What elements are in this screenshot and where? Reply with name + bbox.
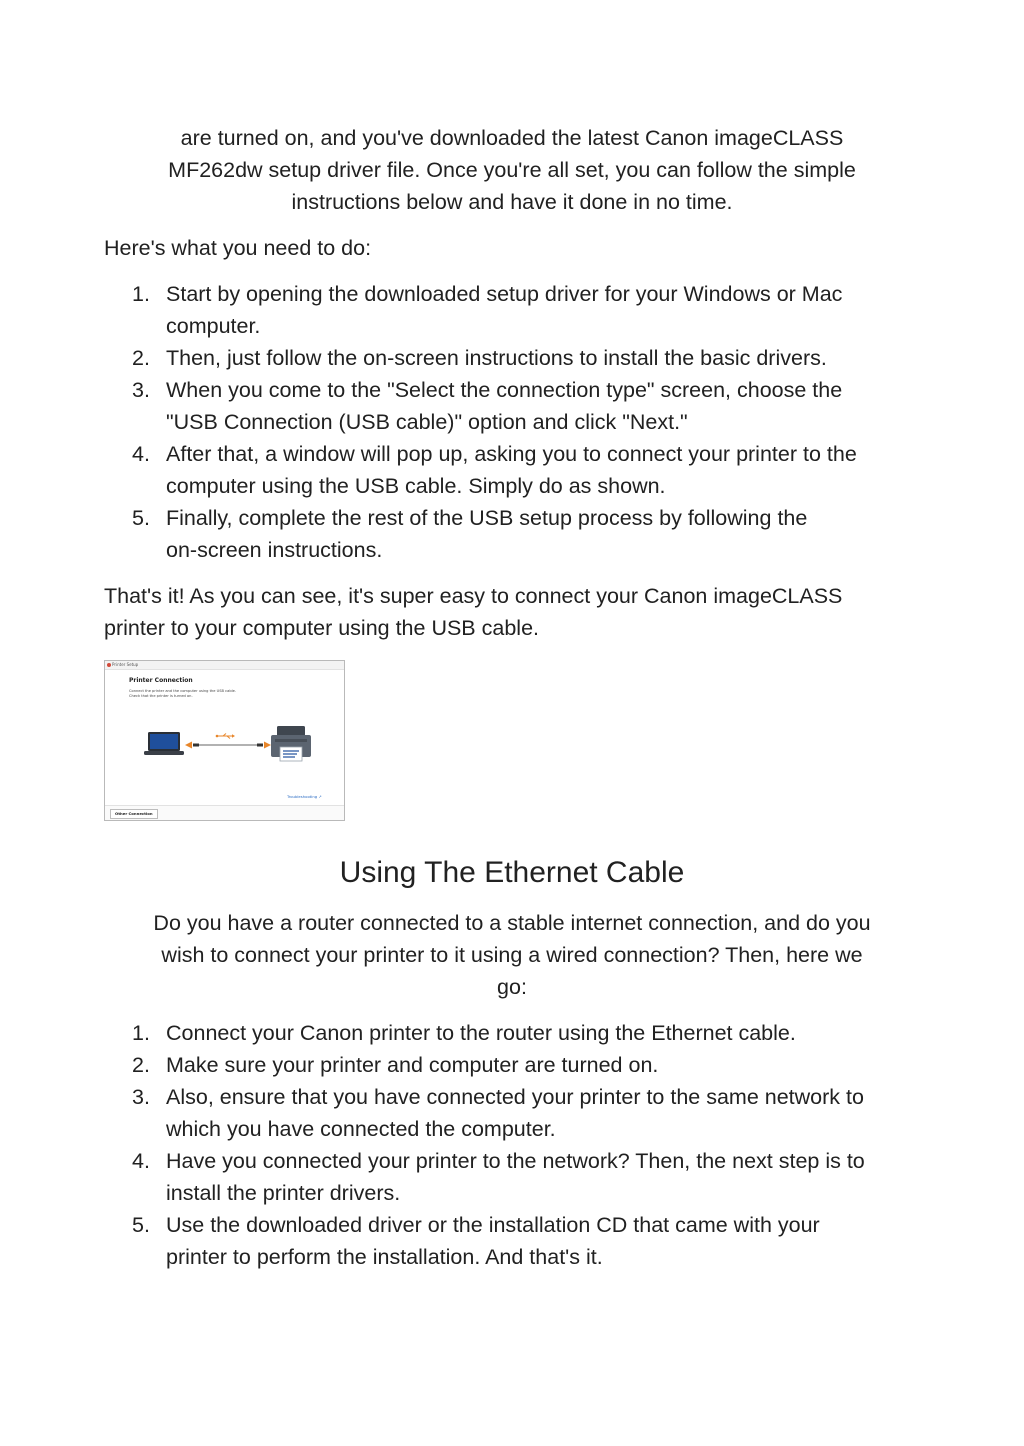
screenshot-window-title: Printer Setup [112, 662, 139, 667]
step-text: Finally, complete the rest of the USB setup process by following the [166, 506, 808, 530]
step-number: 3. [132, 1085, 150, 1109]
intro-line: are turned on, and you've downloaded the latest Canon imageCLASS [180, 126, 844, 150]
step-number: 3. [132, 378, 150, 402]
step-number: 4. [132, 1149, 150, 1173]
other-connection-button[interactable]: Other Connection [110, 809, 158, 819]
outro-line: That's it! As you can see, it's super easy to connect your Canon imageCLASS [104, 584, 843, 608]
step-text: Have you connected your printer to the network? Then, the next step is to [166, 1149, 865, 1173]
ethernet-steps-list [104, 1017, 920, 1273]
list-item [104, 1145, 920, 1209]
screenshot-description [129, 689, 289, 699]
step-text: Start by opening the downloaded setup driver for your Windows or Mac [166, 282, 843, 306]
step-number: 5. [132, 1213, 150, 1237]
step-text: printer to perform the installation. And that's it. [166, 1245, 603, 1269]
document-page [104, 120, 920, 1273]
outro-line: printer to your computer using the USB cable. [104, 616, 539, 640]
troubleshooting-link-label: Troubleshooting [287, 794, 318, 799]
step-number: 4. [132, 442, 150, 466]
step-number: 1. [132, 1021, 150, 1045]
list-item [104, 1081, 920, 1145]
usb-outro-paragraph [104, 580, 920, 644]
ethernet-intro-line: wish to connect your printer to it using a wired connection? Then, here we [161, 943, 863, 967]
external-link-icon: ↗ [318, 794, 322, 799]
step-number: 2. [132, 346, 150, 370]
list-item [104, 278, 920, 342]
laptop-icon [143, 731, 185, 757]
step-number: 1. [132, 282, 150, 306]
list-item [104, 374, 920, 438]
step-text: on-screen instructions. [166, 538, 383, 562]
ethernet-intro-paragraph [104, 907, 920, 1003]
screenshot-description-line: Check that the printer is turned on. [129, 694, 193, 698]
step-text: Connect your Canon printer to the router using the Ethernet cable. [166, 1021, 796, 1045]
app-dot-icon [107, 663, 111, 667]
step-text: Make sure your printer and computer are turned on. [166, 1053, 659, 1077]
intro-line: MF262dw setup driver file. Once you're all set, you can follow the simple [168, 158, 856, 182]
step-text: Use the downloaded driver or the installation CD that came with your [166, 1213, 820, 1237]
ethernet-section-heading: Using The Ethernet Cable [339, 856, 685, 889]
list-item [104, 1017, 920, 1049]
usb-steps-list [104, 278, 920, 566]
ethernet-intro-line: go: [497, 975, 527, 999]
step-number: 5. [132, 506, 150, 530]
intro-line: instructions below and have it done in no time. [291, 190, 733, 214]
screenshot-heading: Printer Connection [129, 677, 193, 684]
list-item [104, 342, 920, 374]
printer-connection-screenshot [104, 660, 345, 821]
step-text: When you come to the "Select the connection type" screen, choose the [166, 378, 843, 402]
screenshot-description-line: Connect the printer and the computer using the USB cable. [129, 689, 236, 693]
step-text: "USB Connection (USB cable)" option and click "Next." [166, 410, 688, 434]
usb-lead-text: Here's what you need to do: [104, 236, 372, 260]
step-text: which you have connected the computer. [166, 1117, 556, 1141]
list-item [104, 438, 920, 502]
printer-icon [269, 725, 313, 763]
troubleshooting-link[interactable] [287, 794, 322, 799]
step-number: 2. [132, 1053, 150, 1077]
screenshot-titlebar [105, 661, 344, 670]
step-text: After that, a window will pop up, asking you to connect your printer to the [166, 442, 857, 466]
list-item [104, 502, 920, 566]
intro-paragraph [104, 122, 920, 218]
usb-cable-icon [183, 733, 273, 753]
step-text: computer. [166, 314, 261, 338]
step-text: Then, just follow the on-screen instructions to install the basic drivers. [166, 346, 827, 370]
step-text: Also, ensure that you have connected your printer to the same network to [166, 1085, 864, 1109]
ethernet-intro-line: Do you have a router connected to a stable internet connection, and do you [153, 911, 871, 935]
step-text: install the printer drivers. [166, 1181, 401, 1205]
screenshot-footer [105, 805, 344, 820]
list-item [104, 1049, 920, 1081]
list-item [104, 1209, 920, 1273]
step-text: computer using the USB cable. Simply do as shown. [166, 474, 666, 498]
